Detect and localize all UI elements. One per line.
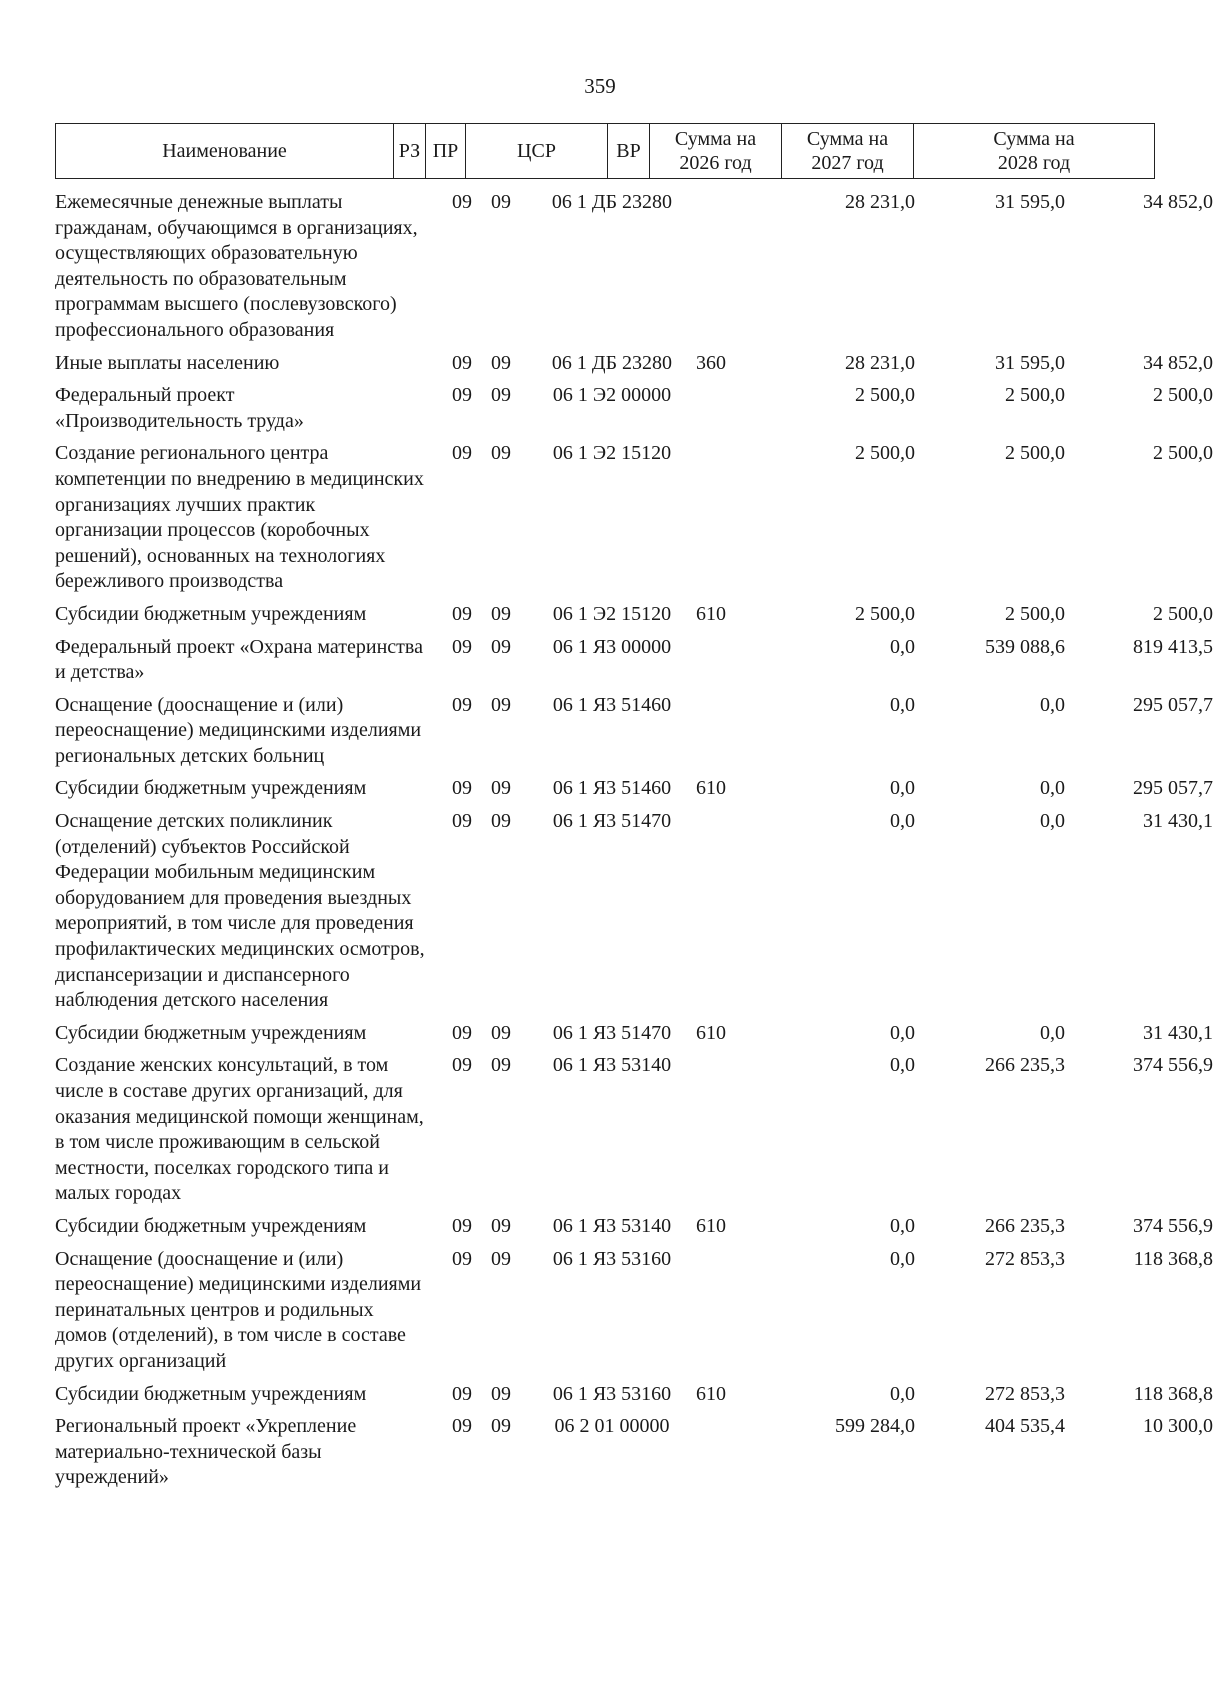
table-row	[55, 602, 1213, 628]
table-row	[55, 1247, 1213, 1375]
row-sum-2028: 2 500,0	[1153, 442, 1213, 465]
table-row	[55, 809, 1213, 1014]
row-sum-2028: 819 413,5	[1133, 635, 1213, 658]
row-sum-2027: 0,0	[1040, 1021, 1065, 1044]
row-sum-2028: 10 300,0	[1143, 1415, 1213, 1438]
row-csr: 06 1 Я3 53140	[552, 1054, 672, 1077]
row-name: Субсидии бюджетным учреждениям	[55, 1021, 367, 1044]
table-header	[55, 123, 1155, 179]
row-rz: 09	[452, 384, 472, 407]
row-sum-2026: 28 231,0	[845, 351, 915, 374]
row-pr: 09	[491, 602, 511, 625]
row-name: Создание женских консультаций, в том числе в составе других организаций, для оказания медицинской помощи женщинам, в том числе проживающим в сельской местности, поселках городского типа и малых городах	[55, 1054, 424, 1205]
row-rz: 09	[452, 1214, 472, 1237]
table-row	[55, 1414, 1213, 1491]
row-csr: 06 1 Я3 51460	[552, 777, 672, 800]
row-csr: 06 1 Я3 53160	[552, 1382, 672, 1405]
row-pr: 09	[491, 351, 511, 374]
table-row	[55, 1382, 1213, 1408]
row-pr: 09	[491, 810, 511, 833]
row-csr: 06 1 Я3 53160	[552, 1247, 672, 1270]
row-sum-2027: 2 500,0	[1005, 442, 1065, 465]
row-csr: 06 1 Я3 51460	[552, 693, 672, 716]
row-sum-2026: 0,0	[890, 1021, 915, 1044]
row-pr: 09	[491, 442, 511, 465]
table-row	[55, 1053, 1213, 1207]
header-rz: РЗ	[393, 124, 425, 178]
row-sum-2026: 599 284,0	[835, 1415, 915, 1438]
row-sum-2027: 2 500,0	[1005, 384, 1065, 407]
row-name: Создание регионального центра компетенции по внедрению в медицинских организациях лучших практик организации процессов (коробочных решений), основанных на технологиях бережливого производства	[55, 442, 424, 593]
row-vr: 610	[696, 602, 726, 625]
row-rz: 09	[452, 810, 472, 833]
row-sum-2027: 31 595,0	[995, 351, 1065, 374]
row-sum-2028: 2 500,0	[1153, 602, 1213, 625]
row-name: Иные выплаты населению	[55, 351, 280, 374]
row-pr: 09	[491, 191, 511, 213]
row-pr: 09	[491, 1382, 511, 1405]
row-sum-2028: 295 057,7	[1133, 693, 1213, 716]
row-sum-2027: 272 853,3	[985, 1382, 1065, 1405]
row-sum-2028: 2 500,0	[1153, 384, 1213, 407]
row-sum-2027: 31 595,0	[995, 191, 1065, 213]
row-rz: 09	[452, 777, 472, 800]
row-csr: 06 1 Я3 51470	[552, 1021, 672, 1044]
row-name: Федеральный проект «Производительность труда»	[55, 384, 304, 432]
row-vr: 610	[696, 1214, 726, 1237]
header-name: Наименование	[162, 140, 287, 162]
table-row	[55, 776, 1213, 802]
table-row	[55, 1214, 1213, 1240]
page-number: 359	[584, 74, 616, 98]
row-sum-2027: 2 500,0	[1005, 602, 1065, 625]
row-pr: 09	[491, 1247, 511, 1270]
row-rz: 09	[452, 442, 472, 465]
header-sum-2028	[913, 124, 1154, 178]
row-vr: 610	[696, 1021, 726, 1044]
row-rz: 09	[452, 635, 472, 658]
table-row	[55, 1021, 1213, 1047]
header-sum-2028-line1: Сумма на	[993, 128, 1075, 150]
table-row	[55, 190, 1213, 344]
row-rz: 09	[452, 351, 472, 374]
row-vr: 360	[696, 351, 726, 374]
row-name: Оснащение (дооснащение и (или) переоснащение) медицинскими изделиями региональных детских больниц	[55, 693, 422, 767]
row-sum-2026: 0,0	[890, 693, 915, 716]
row-sum-2026: 2 500,0	[855, 442, 915, 465]
row-name: Оснащение детских поликлиник (отделений) субъектов Российской Федерации мобильным медицинским оборудованием для проведения выездных мероприятий, в том числе для проведения профилактических медицинских осмотров, диспансеризации и диспансерного наблюдения детского населения	[55, 810, 425, 1012]
row-sum-2026: 0,0	[890, 1382, 915, 1405]
row-csr: 06 1 Э2 15120	[552, 442, 672, 465]
row-csr: 06 1 ДБ 23280	[551, 351, 673, 374]
row-sum-2026: 28 231,0	[845, 191, 915, 213]
row-pr: 09	[491, 693, 511, 716]
row-pr: 09	[491, 777, 511, 800]
row-pr: 09	[491, 1214, 511, 1237]
row-sum-2028: 31 430,1	[1143, 810, 1213, 833]
header-sum-2028-line2: 2028 год	[997, 152, 1071, 174]
row-sum-2028: 31 430,1	[1143, 1021, 1213, 1044]
table-row	[55, 383, 1213, 434]
row-sum-2028: 118 368,8	[1133, 1382, 1213, 1405]
row-sum-2027: 404 535,4	[985, 1415, 1065, 1438]
row-csr: 06 1 Я3 00000	[552, 635, 672, 658]
row-sum-2027: 0,0	[1040, 693, 1065, 716]
row-sum-2026: 0,0	[890, 635, 915, 658]
row-sum-2027: 272 853,3	[985, 1247, 1065, 1270]
row-rz: 09	[452, 1247, 472, 1270]
row-sum-2026: 0,0	[890, 777, 915, 800]
table-row	[55, 351, 1213, 377]
row-name: Субсидии бюджетным учреждениям	[55, 777, 367, 800]
row-pr: 09	[491, 635, 511, 658]
row-sum-2027: 266 235,3	[985, 1214, 1065, 1237]
row-vr: 610	[696, 777, 726, 800]
header-sum-2026-line2: 2026 год	[679, 152, 752, 174]
row-csr: 06 1 Я3 51470	[552, 810, 672, 833]
header-pr: ПР	[425, 124, 465, 178]
row-sum-2028: 34 852,0	[1143, 351, 1213, 374]
header-sum-2027	[781, 124, 913, 178]
row-rz: 09	[452, 1054, 472, 1077]
row-rz: 09	[452, 602, 472, 625]
row-csr: 06 1 ДБ 23280	[551, 191, 673, 213]
row-csr: 06 2 01 00000	[554, 1415, 670, 1438]
row-name: Субсидии бюджетным учреждениям	[55, 602, 367, 625]
row-pr: 09	[491, 1415, 511, 1438]
header-sum-2027-line2: 2027 год	[811, 152, 884, 174]
row-sum-2026: 0,0	[890, 1214, 915, 1237]
row-sum-2027: 0,0	[1040, 777, 1065, 800]
row-rz: 09	[452, 191, 472, 213]
row-name: Региональный проект «Укрепление материально-технической базы учреждений»	[55, 1415, 357, 1489]
row-sum-2026: 0,0	[890, 1247, 915, 1270]
row-name: Субсидии бюджетным учреждениям	[55, 1382, 367, 1405]
row-pr: 09	[491, 384, 511, 407]
row-name: Субсидии бюджетным учреждениям	[55, 1214, 367, 1237]
header-sum-2027-line1: Сумма на	[806, 128, 889, 150]
row-pr: 09	[491, 1054, 511, 1077]
row-pr: 09	[491, 1021, 511, 1044]
row-sum-2026: 0,0	[890, 1054, 915, 1077]
row-sum-2028: 374 556,9	[1133, 1214, 1213, 1237]
row-rz: 09	[452, 693, 472, 716]
row-name: Ежемесячные денежные выплаты гражданам, обучающимся в организациях, осуществляющих образовательную деятельность по образовательным программам высшего (послевузовского) профессионального образования	[55, 191, 418, 341]
table-row	[55, 635, 1213, 686]
row-sum-2028: 118 368,8	[1133, 1247, 1213, 1270]
row-name: Оснащение (дооснащение и (или) переоснащение) медицинскими изделиями перинатальных центров и родильных домов (отделений), в том числе в составе других организаций	[55, 1247, 422, 1372]
row-sum-2028: 34 852,0	[1143, 191, 1213, 213]
header-vr: ВР	[607, 124, 649, 178]
row-sum-2026: 0,0	[890, 810, 915, 833]
table-body	[55, 190, 1213, 1498]
row-csr: 06 1 Э2 00000	[552, 384, 672, 407]
row-csr: 06 1 Я3 53140	[552, 1214, 672, 1237]
header-sum-2026-line1: Сумма на	[674, 128, 757, 150]
row-rz: 09	[452, 1415, 472, 1438]
row-sum-2027: 539 088,6	[985, 635, 1065, 658]
row-sum-2027: 0,0	[1040, 810, 1065, 833]
row-sum-2026: 2 500,0	[855, 384, 915, 407]
header-sum-2026	[649, 124, 781, 178]
row-rz: 09	[452, 1382, 472, 1405]
table-row	[55, 693, 1213, 770]
row-name: Федеральный проект «Охрана материнства и детства»	[55, 635, 423, 684]
row-sum-2028: 295 057,7	[1133, 777, 1213, 800]
row-csr: 06 1 Э2 15120	[552, 602, 672, 625]
row-sum-2028: 374 556,9	[1133, 1054, 1213, 1077]
row-sum-2026: 2 500,0	[855, 602, 915, 625]
row-sum-2027: 266 235,3	[985, 1054, 1065, 1077]
header-csr: ЦСР	[465, 124, 607, 178]
row-rz: 09	[452, 1021, 472, 1044]
row-vr: 610	[696, 1382, 726, 1405]
table-row	[55, 441, 1213, 595]
